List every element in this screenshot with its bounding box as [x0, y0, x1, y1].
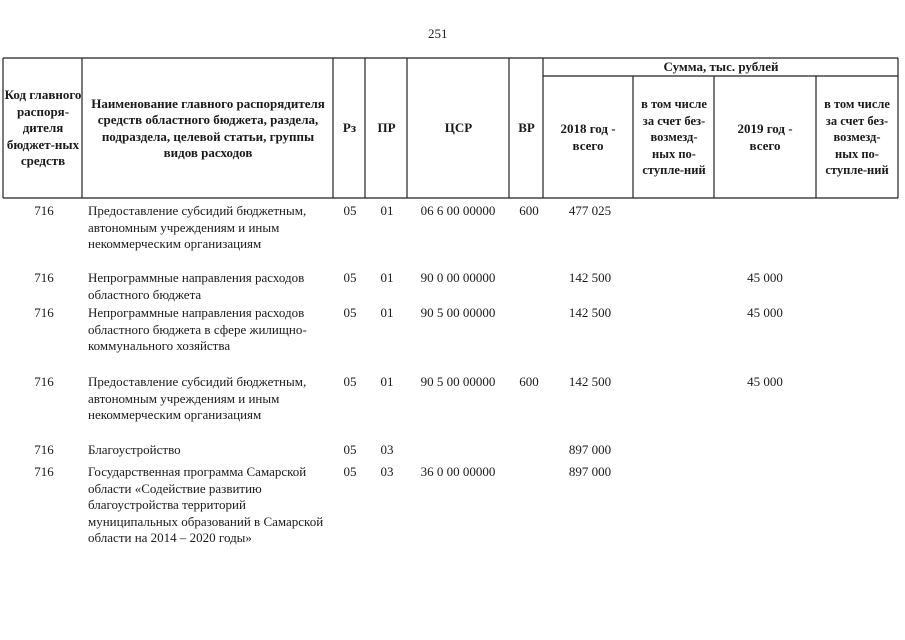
header-2019-total: 2019 год - всего	[737, 121, 793, 153]
cell-csr: 90 0 00 00000	[420, 270, 496, 285]
cell-sum-2018: 142 500	[568, 305, 612, 320]
cell-sum-2018: 142 500	[568, 270, 612, 285]
cell-name: Предоставление субсидий бюджетным, автономным учреждениям и иным некоммерческим организациям	[88, 203, 307, 252]
cell-name: Государственная программа Самарской области «Содействие развитию благоустройства территорий муниципальных образований в Самарской области на 2014 – 2020 годы»	[88, 464, 324, 546]
header-csr: ЦСР	[444, 120, 473, 136]
page-number: 251	[428, 26, 448, 41]
cell-rz: 05	[343, 442, 357, 457]
cell-pr: 01	[380, 270, 394, 285]
cell-pr: 01	[380, 203, 394, 218]
cell-pr: 01	[380, 305, 394, 320]
cell-vr: 600	[519, 374, 539, 389]
cell-pr: 03	[380, 464, 394, 479]
cell-code: 716	[34, 442, 54, 457]
cell-code: 716	[34, 270, 54, 285]
header-pr: ПР	[377, 120, 396, 136]
cell-pr: 03	[380, 442, 394, 457]
cell-code: 716	[34, 305, 54, 320]
cell-sum-2019: 45 000	[747, 305, 783, 320]
header-code: Код главного распоря-дителя бюджет-ных средств	[4, 87, 82, 169]
cell-code: 716	[34, 203, 54, 218]
cell-rz: 05	[343, 374, 357, 389]
cell-sum-2018: 897 000	[568, 442, 612, 457]
cell-name: Предоставление субсидий бюджетным, автономным учреждениям и иным некоммерческим организациям	[88, 374, 307, 423]
cell-csr: 90 5 00 00000	[420, 305, 496, 320]
cell-rz: 05	[343, 464, 357, 479]
header-2018-gratuitous: в том числе за счет без-возмезд-ных по-ступле-ний	[641, 97, 707, 178]
cell-vr: 600	[519, 203, 539, 218]
cell-name: Непрограммные направления расходов областного бюджета в сфере жилищно-коммунального хозяйства	[88, 305, 307, 354]
cell-sum-2018: 897 000	[568, 464, 612, 479]
cell-rz: 05	[343, 203, 357, 218]
header-rz: Рз	[342, 120, 357, 136]
cell-rz: 05	[343, 305, 357, 320]
table-header	[0, 0, 905, 200]
cell-sum-2019: 45 000	[747, 270, 783, 285]
header-sum-group: Сумма, тыс. рублей	[663, 59, 779, 75]
cell-csr: 90 5 00 00000	[420, 374, 496, 389]
cell-csr: 06 6 00 00000	[420, 203, 496, 218]
header-vr: ВР	[518, 120, 535, 136]
cell-csr: 36 0 00 00000	[420, 464, 496, 479]
cell-sum-2018: 142 500	[568, 374, 612, 389]
cell-sum-2019: 45 000	[747, 374, 783, 389]
cell-code: 716	[34, 464, 54, 479]
header-2018-total: 2018 год - всего	[560, 121, 616, 153]
cell-sum-2018: 477 025	[568, 203, 612, 218]
cell-name: Благоустройство	[88, 442, 181, 457]
cell-pr: 01	[380, 374, 394, 389]
cell-name: Непрограммные направления расходов областного бюджета	[88, 270, 305, 302]
cell-code: 716	[34, 374, 54, 389]
header-2019-gratuitous: в том числе за счет без-возмезд-ных по-ступле-ний	[824, 97, 890, 178]
cell-rz: 05	[343, 270, 357, 285]
header-name: Наименование главного распорядителя средств областного бюджета, раздела, подраздела, целевой статьи, группы видов расходов	[91, 95, 325, 160]
